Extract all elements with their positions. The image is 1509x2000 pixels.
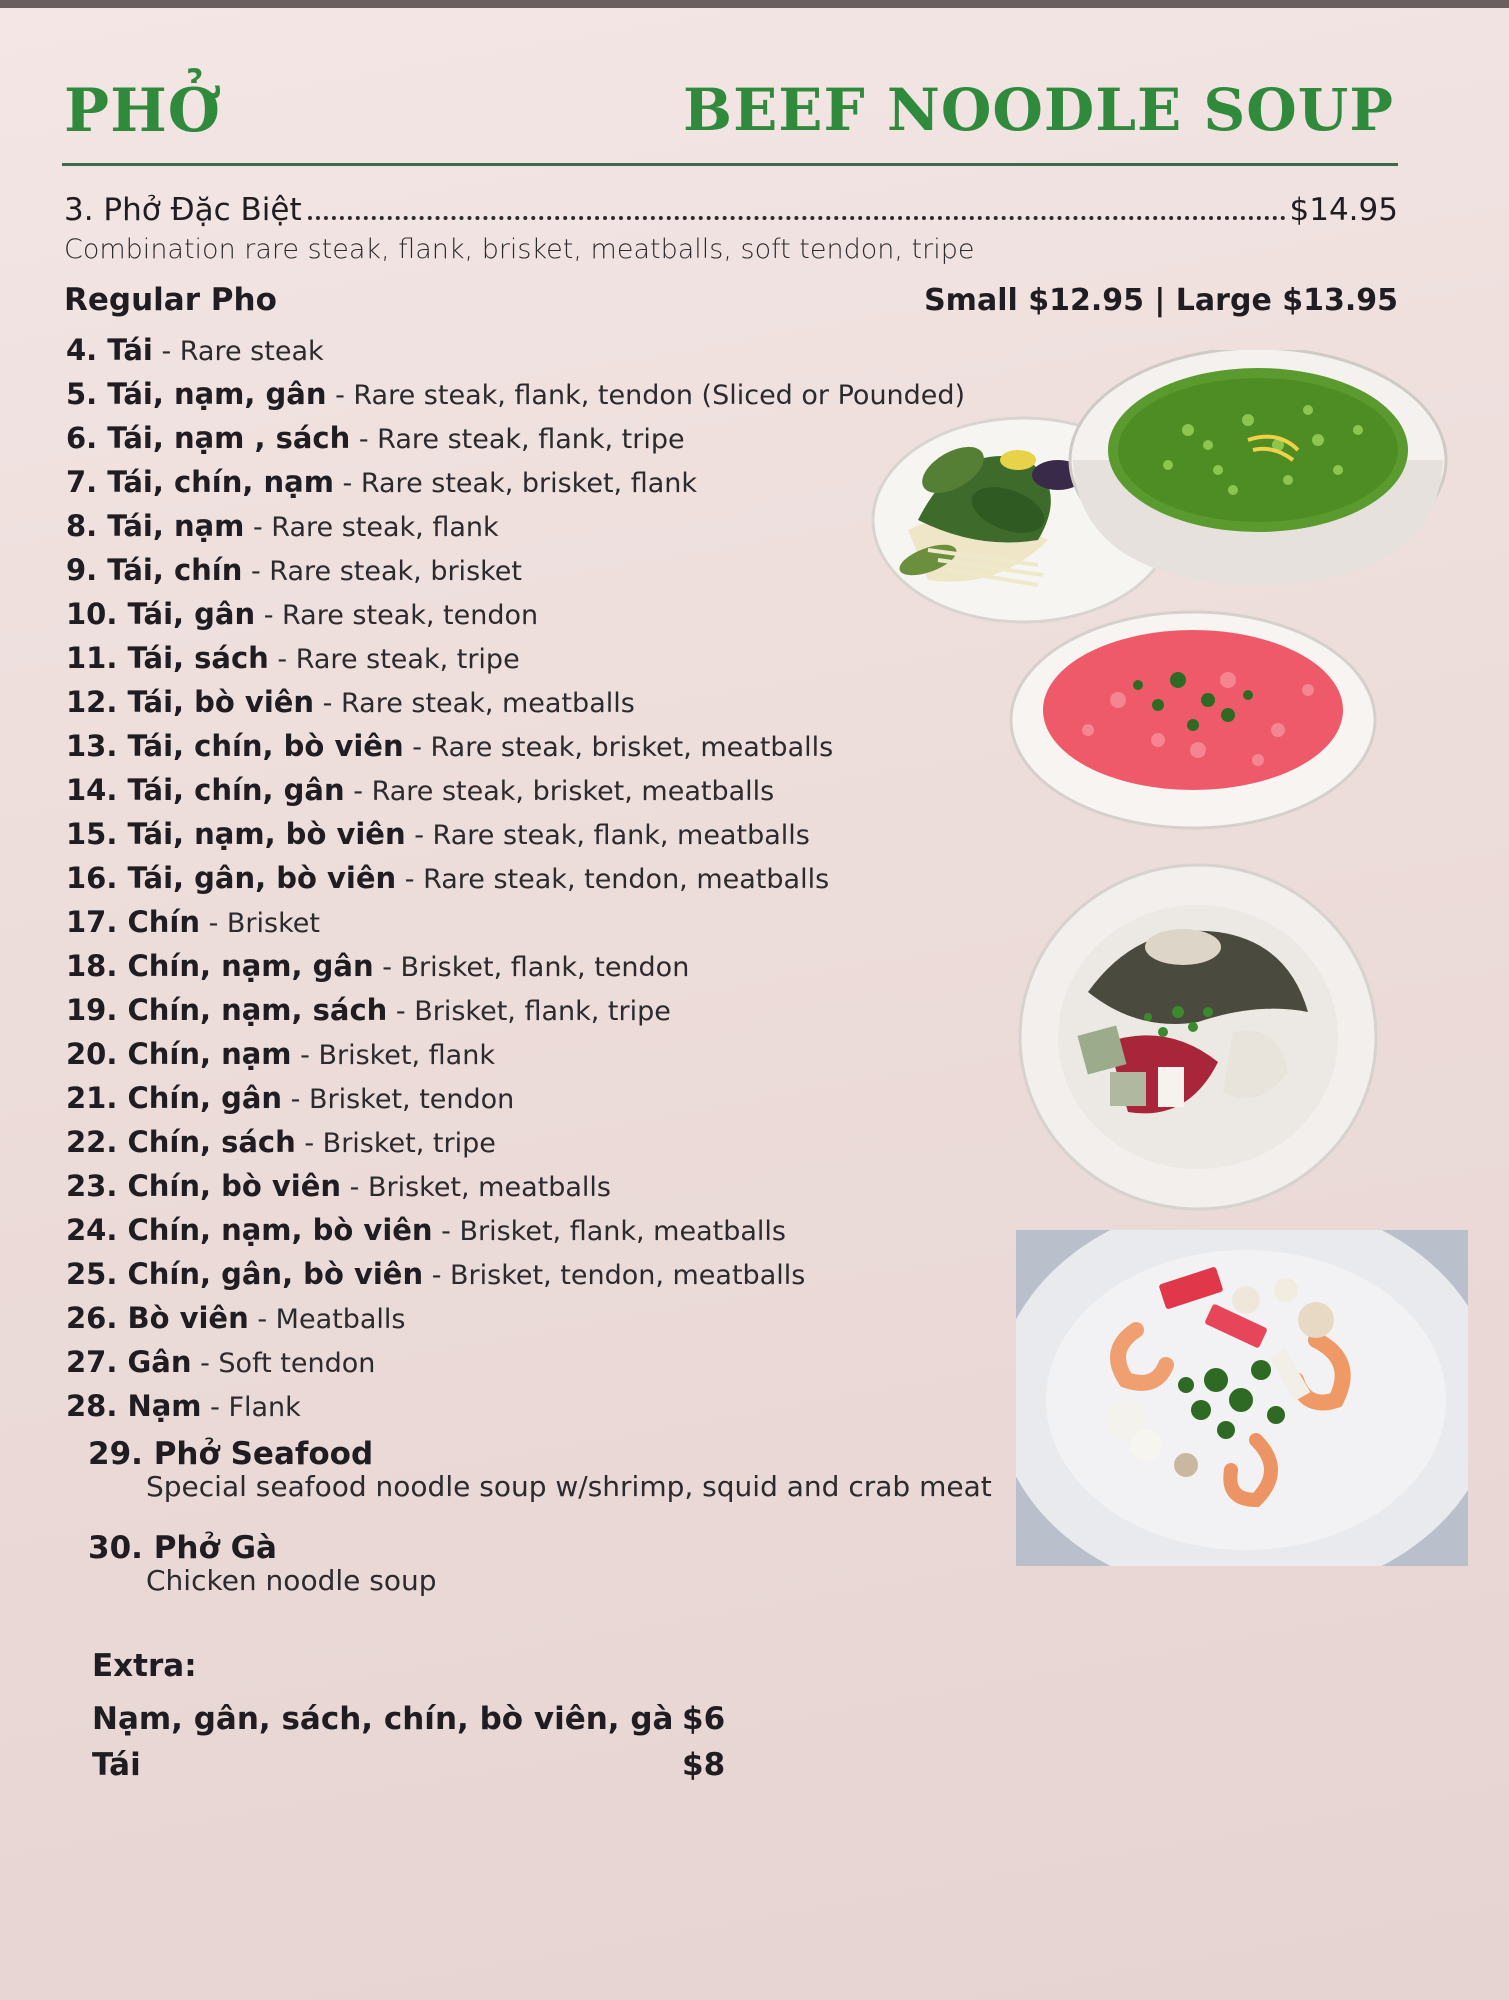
menu-item-description: - Brisket, flank, tripe [387, 996, 671, 1027]
extra-price: $8 [682, 1747, 726, 1783]
menu-item-description: - Rare steak, brisket, flank [333, 468, 698, 499]
special-item-name: 3. Phở Đặc Biệt [64, 192, 302, 228]
menu-item-description: - Brisket, tendon [282, 1084, 515, 1115]
menu-item [66, 1384, 1026, 1428]
seafood-item [88, 1436, 992, 1503]
extra-row [92, 1742, 742, 1788]
menu-item-name: 13. Tái, chín, bò viên [66, 729, 404, 763]
menu-item-description: - Rare steak, brisket, meatballs [403, 732, 834, 763]
menu-item-name: 21. Chín, gân [66, 1081, 283, 1115]
special-item [64, 188, 1398, 265]
extra-title: Extra: [92, 1648, 197, 1684]
menu-item-description: - Brisket [199, 908, 320, 939]
menu-item-description: - Rare steak, flank [244, 512, 499, 543]
regular-pho-prices: Small $12.95 | Large $13.95 [924, 283, 1398, 318]
menu-item [66, 1340, 1026, 1384]
menu-item-name: 28. Nạm [66, 1389, 202, 1423]
menu-item-description: - Rare steak, meatballs [314, 688, 635, 719]
menu-item-description: - Brisket, tendon, meatballs [423, 1260, 806, 1291]
extra-section [92, 1648, 742, 1788]
menu-item-description: - Rare steak, tendon, meatballs [396, 864, 830, 895]
menu-item-name: 8. Tái, nạm [66, 509, 245, 543]
top-edge-shadow [0, 0, 1509, 8]
menu-item-name: 17. Chín [66, 905, 200, 939]
menu-item-name: 5. Tái, nạm, gân [66, 377, 327, 411]
menu-item-name: 9. Tái, chín [66, 553, 243, 587]
menu-item [66, 1208, 1026, 1252]
regular-pho-title: Regular Pho [64, 282, 277, 318]
special-item-description: Combination rare steak, flank, brisket, meatballs, soft tendon, tripe [64, 234, 975, 265]
menu-item [66, 1296, 1026, 1340]
menu-item-name: 26. Bò viên [66, 1301, 249, 1335]
menu-item-name: 19. Chín, nạm, sách [66, 993, 388, 1027]
menu-item-description: - Rare steak, brisket, meatballs [344, 776, 775, 807]
menu-item-description: - Rare steak, flank, meatballs [405, 820, 810, 851]
menu-item-name: 15. Tái, nạm, bò viên [66, 817, 406, 851]
extra-label: Tái [92, 1747, 141, 1783]
menu-item-name: 25. Chín, gân, bò viên [66, 1257, 424, 1291]
menu-item [66, 1120, 1026, 1164]
menu-item-name: 23. Chín, bò viên [66, 1169, 342, 1203]
extra-row [92, 1696, 742, 1742]
menu-item-description: - Flank [201, 1392, 301, 1423]
extra-label: Nạm, gân, sách, chín, bò viên, gà [92, 1701, 674, 1737]
seafood-bowl-photo [1016, 1230, 1468, 1566]
menu-item-description: - Rare steak, flank, tendon (Sliced or Pounded) [326, 380, 966, 411]
menu-item-description: - Brisket, meatballs [341, 1172, 611, 1203]
menu-item-description: - Soft tendon [191, 1348, 376, 1379]
menu-item-description: - Brisket, tripe [295, 1128, 496, 1159]
menu-item [66, 944, 1026, 988]
menu-item-description: - Rare steak, flank, tripe [350, 424, 685, 455]
menu-item-name: 16. Tái, gân, bò viên [66, 861, 397, 895]
dot-leader [308, 216, 1286, 220]
menu-item [66, 1032, 1026, 1076]
menu-item [66, 856, 1026, 900]
menu-item-name: 12. Tái, bò viên [66, 685, 315, 719]
special-item-price: $14.95 [1289, 192, 1398, 228]
menu-item-name: 20. Chín, nạm [66, 1037, 292, 1071]
menu-item [66, 1164, 1026, 1208]
menu-item-description: - Rare steak, tendon [255, 600, 539, 631]
menu-item-name: 18. Chín, nạm, gân [66, 949, 374, 983]
menu-item-description: - Brisket, flank [291, 1040, 495, 1071]
beef-bowl-photo [1018, 862, 1378, 1212]
chicken-item-description: Chicken noodle soup [146, 1564, 437, 1597]
section-subtitle: BEEF NOODLE SOUP [683, 76, 1394, 144]
seafood-item-description: Special seafood noodle soup w/shrimp, squid and crab meat [146, 1470, 992, 1503]
seafood-item-name: 29. Phở Seafood [88, 1436, 374, 1472]
menu-item-description: - Rare steak, brisket [242, 556, 523, 587]
menu-item [66, 1076, 1026, 1120]
menu-item-description: - Brisket, flank, tendon [373, 952, 690, 983]
menu-item-name: 7. Tái, chín, nạm [66, 465, 334, 499]
menu-item-name: 27. Gân [66, 1345, 192, 1379]
menu-item [66, 900, 1026, 944]
menu-item-description: - Rare steak, tripe [268, 644, 520, 675]
chicken-item-name: 30. Phở Gà [88, 1530, 277, 1566]
pho-bowl-photo [868, 350, 1458, 850]
menu-item-name: 22. Chín, sách [66, 1125, 296, 1159]
menu-header [62, 74, 1398, 166]
menu-item-name: 14. Tái, chín, gân [66, 773, 345, 807]
menu-item-name: 24. Chín, nạm, bò viên [66, 1213, 433, 1247]
menu-item-name: 10. Tái, gân [66, 597, 256, 631]
menu-item [66, 988, 1026, 1032]
menu-item-name: 11. Tái, sách [66, 641, 269, 675]
menu-item-description: - Brisket, flank, meatballs [432, 1216, 786, 1247]
extra-price: $6 [682, 1701, 726, 1737]
regular-pho-heading [64, 282, 1398, 318]
menu-item [66, 1252, 1026, 1296]
section-title: PHỞ [64, 76, 222, 146]
menu-item-name: 6. Tái, nạm , sách [66, 421, 351, 455]
menu-item-name: 4. Tái [66, 333, 153, 367]
chicken-item [88, 1530, 437, 1597]
menu-item-description: - Meatballs [248, 1304, 406, 1335]
menu-item-description: - Rare steak [152, 336, 324, 367]
